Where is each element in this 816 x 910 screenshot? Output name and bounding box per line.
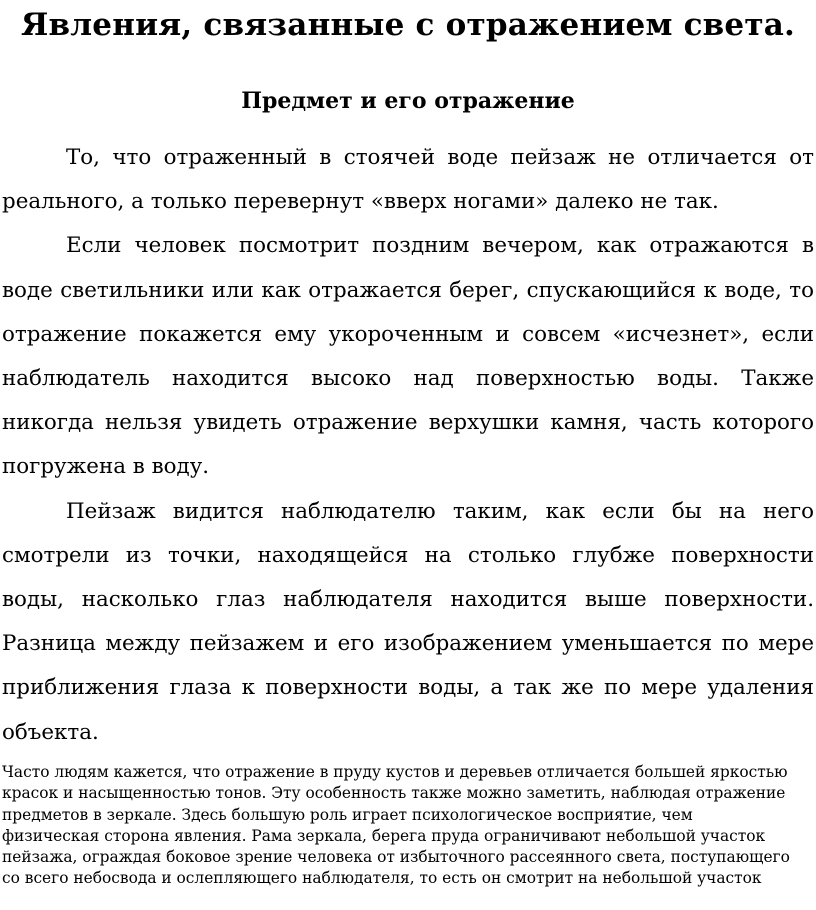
note-paragraph: Часто людям кажется, что отражение в пруду кустов и деревьев отличается большей яркостью красок и насыщенностью тонов. Эту особенность также можно заметить, наблюдая отражение предметов в зеркале. Здесь большую роль играет психологическое восприятие, чем физическая сторона явления. Рама зеркала, берега пруда ограничивают небольшой участок пейзажа, ограждая боковое зрение человека от избыточного рассеянного света, поступающего со всего небосвода и ослепляющего наблюдателя, то есть он смотрит на небольшой участок [2, 763, 790, 888]
section-subtitle: Предмет и его отражение [241, 88, 575, 114]
body-text [2, 136, 814, 755]
paragraph-2: Если человек посмотрит поздним вечером, как отражаются в воде светильники или как отражается берег, спускающийся к воде, то отражение покажется ему укороченным и совсем «исчезнет», если наблюдатель находится высоко над поверхностью воды. Также никогда нельзя увидеть отражение верхушки камня, часть которого погружена в воду. [2, 233, 814, 480]
page-title: Явления, связанные с отражением света. [20, 7, 796, 43]
paragraph-1: То, что отраженный в стоячей воде пейзаж не отличается от реального, а только перевернут «вверх ногами» далеко не так. [2, 145, 814, 215]
paragraph-3: Пейзаж видится наблюдателю таким, как если бы на него смотрели из точки, находящейся на столько глубже поверхности воды, насколько глаз наблюдателя находится выше поверхности. Разница между пейзажем и его изображением уменьшается по мере приближения глаза к поверхности воды, а так же по мере удаления объекта. [2, 498, 814, 745]
